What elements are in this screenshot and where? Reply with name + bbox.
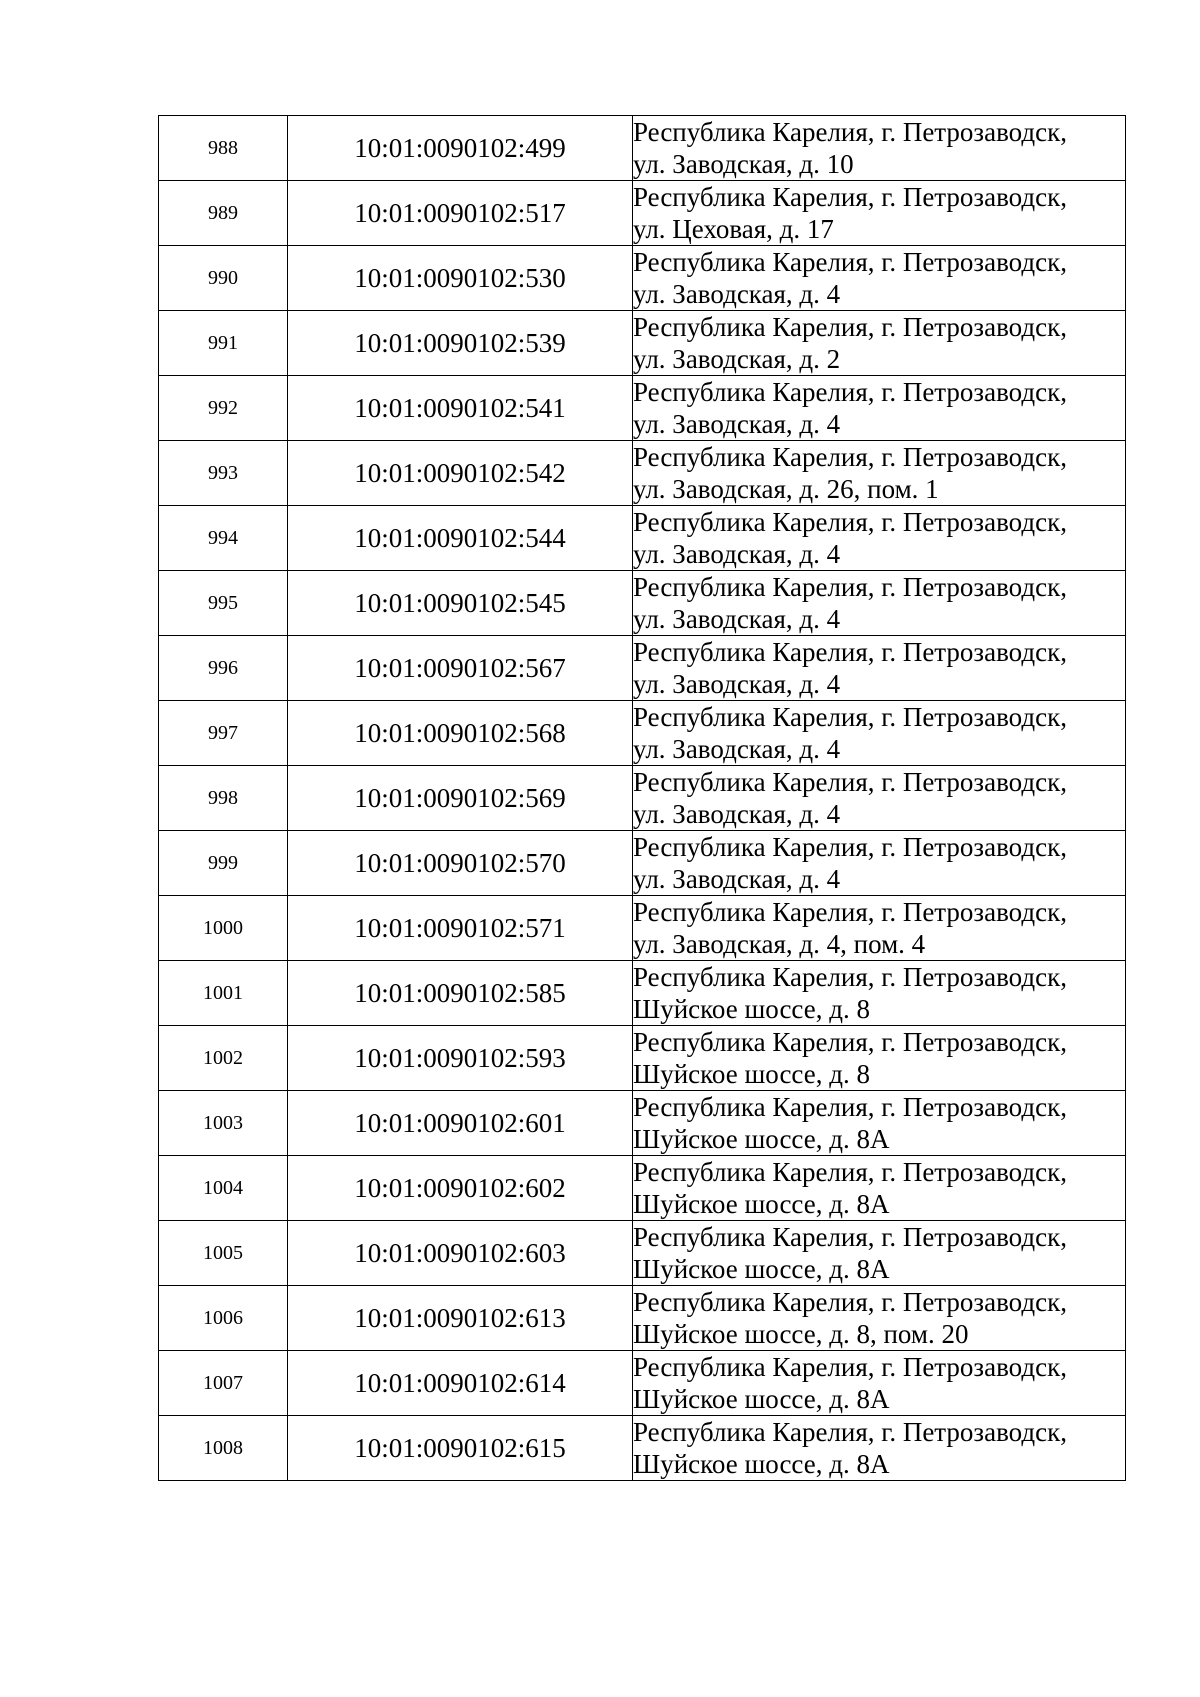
address-line-1: Республика Карелия, г. Петрозаводск,: [633, 312, 1067, 342]
address-line-1: Республика Карелия, г. Петрозаводск,: [633, 247, 1067, 277]
address-line-1: Республика Карелия, г. Петрозаводск,: [633, 1287, 1067, 1317]
cadastral-number: 10:01:0090102:570: [288, 831, 633, 896]
address-cell: [633, 1416, 1126, 1481]
address-cell: [633, 246, 1126, 311]
address-cell: [633, 1286, 1126, 1351]
cadastral-number: 10:01:0090102:545: [288, 571, 633, 636]
address-line-2: Шуйское шоссе, д. 8, пом. 20: [633, 1319, 969, 1349]
address-line-2: Шуйское шоссе, д. 8А: [633, 1449, 890, 1479]
table-row: [159, 246, 1126, 311]
address-line-2: ул. Заводская, д. 4: [633, 409, 841, 439]
address-cell: [633, 1221, 1126, 1286]
cadastral-number: 10:01:0090102:568: [288, 701, 633, 766]
row-number: 1001: [159, 961, 288, 1026]
row-number: 991: [159, 311, 288, 376]
row-number: 995: [159, 571, 288, 636]
cadastral-number: 10:01:0090102:614: [288, 1351, 633, 1416]
address-line-2: Шуйское шоссе, д. 8: [633, 994, 870, 1024]
cadastral-number: 10:01:0090102:593: [288, 1026, 633, 1091]
table-row: [159, 1026, 1126, 1091]
row-number: 996: [159, 636, 288, 701]
cadastral-number: 10:01:0090102:601: [288, 1091, 633, 1156]
address-line-2: Шуйское шоссе, д. 8: [633, 1059, 870, 1089]
address-line-1: Республика Карелия, г. Петрозаводск,: [633, 702, 1067, 732]
table-row: [159, 896, 1126, 961]
table-row: [159, 1156, 1126, 1221]
row-number: 1004: [159, 1156, 288, 1221]
address-line-2: Шуйское шоссе, д. 8А: [633, 1189, 890, 1219]
address-line-2: ул. Заводская, д. 4: [633, 864, 841, 894]
address-cell: [633, 1091, 1126, 1156]
cadastral-number: 10:01:0090102:585: [288, 961, 633, 1026]
row-number: 993: [159, 441, 288, 506]
row-number: 1005: [159, 1221, 288, 1286]
cadastral-number: 10:01:0090102:530: [288, 246, 633, 311]
address-cell: [633, 571, 1126, 636]
table-row: [159, 831, 1126, 896]
row-number: 998: [159, 766, 288, 831]
table-row: [159, 506, 1126, 571]
address-line-2: ул. Цеховая, д. 17: [633, 214, 834, 244]
address-cell: [633, 831, 1126, 896]
table-row: [159, 701, 1126, 766]
address-cell: [633, 1156, 1126, 1221]
address-line-1: Республика Карелия, г. Петрозаводск,: [633, 897, 1067, 927]
cadastral-number: 10:01:0090102:569: [288, 766, 633, 831]
address-line-1: Республика Карелия, г. Петрозаводск,: [633, 1222, 1067, 1252]
cadastral-number: 10:01:0090102:603: [288, 1221, 633, 1286]
row-number: 1002: [159, 1026, 288, 1091]
table-row: [159, 311, 1126, 376]
row-number: 990: [159, 246, 288, 311]
table-row: [159, 1416, 1126, 1481]
address-line-2: ул. Заводская, д. 10: [633, 149, 854, 179]
address-line-1: Республика Карелия, г. Петрозаводск,: [633, 572, 1067, 602]
address-line-1: Республика Карелия, г. Петрозаводск,: [633, 1027, 1067, 1057]
cadastral-number: 10:01:0090102:517: [288, 181, 633, 246]
table-row: [159, 441, 1126, 506]
cadastral-number: 10:01:0090102:542: [288, 441, 633, 506]
cadastral-number: 10:01:0090102:541: [288, 376, 633, 441]
table-row: [159, 181, 1126, 246]
cadastral-number: 10:01:0090102:567: [288, 636, 633, 701]
address-line-1: Республика Карелия, г. Петрозаводск,: [633, 1157, 1067, 1187]
address-cell: [633, 311, 1126, 376]
row-number: 997: [159, 701, 288, 766]
address-line-2: ул. Заводская, д. 4: [633, 539, 841, 569]
address-cell: [633, 896, 1126, 961]
address-line-2: Шуйское шоссе, д. 8А: [633, 1124, 890, 1154]
row-number: 1003: [159, 1091, 288, 1156]
cadastral-registry-table: [158, 115, 1126, 1481]
cadastral-number: 10:01:0090102:539: [288, 311, 633, 376]
address-line-1: Республика Карелия, г. Петрозаводск,: [633, 182, 1067, 212]
address-cell: [633, 1351, 1126, 1416]
address-line-1: Республика Карелия, г. Петрозаводск,: [633, 1092, 1067, 1122]
row-number: 1000: [159, 896, 288, 961]
address-line-1: Республика Карелия, г. Петрозаводск,: [633, 1352, 1067, 1382]
row-number: 989: [159, 181, 288, 246]
address-line-2: ул. Заводская, д. 4: [633, 604, 841, 634]
address-line-1: Республика Карелия, г. Петрозаводск,: [633, 1417, 1067, 1447]
address-line-2: ул. Заводская, д. 4: [633, 279, 841, 309]
address-line-2: ул. Заводская, д. 4: [633, 669, 841, 699]
table-row: [159, 1351, 1126, 1416]
cadastral-number: 10:01:0090102:571: [288, 896, 633, 961]
row-number: 1006: [159, 1286, 288, 1351]
address-line-1: Республика Карелия, г. Петрозаводск,: [633, 962, 1067, 992]
address-line-2: ул. Заводская, д. 26, пом. 1: [633, 474, 939, 504]
row-number: 988: [159, 116, 288, 181]
address-line-2: ул. Заводская, д. 4: [633, 799, 841, 829]
cadastral-number: 10:01:0090102:602: [288, 1156, 633, 1221]
table-row: [159, 1286, 1126, 1351]
address-cell: [633, 181, 1126, 246]
address-line-1: Республика Карелия, г. Петрозаводск,: [633, 377, 1067, 407]
address-line-1: Республика Карелия, г. Петрозаводск,: [633, 442, 1067, 472]
table-row: [159, 1221, 1126, 1286]
cadastral-number: 10:01:0090102:499: [288, 116, 633, 181]
address-line-2: Шуйское шоссе, д. 8А: [633, 1254, 890, 1284]
table-row: [159, 116, 1126, 181]
address-line-1: Республика Карелия, г. Петрозаводск,: [633, 637, 1067, 667]
address-cell: [633, 376, 1126, 441]
row-number: 992: [159, 376, 288, 441]
table-row: [159, 1091, 1126, 1156]
address-line-1: Республика Карелия, г. Петрозаводск,: [633, 767, 1067, 797]
address-line-2: ул. Заводская, д. 4, пом. 4: [633, 929, 926, 959]
row-number: 1007: [159, 1351, 288, 1416]
address-line-2: Шуйское шоссе, д. 8А: [633, 1384, 890, 1414]
table-row: [159, 766, 1126, 831]
row-number: 994: [159, 506, 288, 571]
row-number: 999: [159, 831, 288, 896]
cadastral-number: 10:01:0090102:613: [288, 1286, 633, 1351]
cadastral-number: 10:01:0090102:544: [288, 506, 633, 571]
table-row: [159, 571, 1126, 636]
row-number: 1008: [159, 1416, 288, 1481]
address-line-1: Республика Карелия, г. Петрозаводск,: [633, 832, 1067, 862]
address-line-2: ул. Заводская, д. 4: [633, 734, 841, 764]
address-cell: [633, 766, 1126, 831]
address-cell: [633, 116, 1126, 181]
address-line-1: Республика Карелия, г. Петрозаводск,: [633, 117, 1067, 147]
address-cell: [633, 701, 1126, 766]
table-body: [159, 116, 1126, 1481]
address-cell: [633, 441, 1126, 506]
table-row: [159, 636, 1126, 701]
address-cell: [633, 506, 1126, 571]
table-row: [159, 376, 1126, 441]
address-line-1: Республика Карелия, г. Петрозаводск,: [633, 507, 1067, 537]
table-row: [159, 961, 1126, 1026]
address-cell: [633, 961, 1126, 1026]
address-line-2: ул. Заводская, д. 2: [633, 344, 841, 374]
address-cell: [633, 636, 1126, 701]
address-cell: [633, 1026, 1126, 1091]
cadastral-number: 10:01:0090102:615: [288, 1416, 633, 1481]
